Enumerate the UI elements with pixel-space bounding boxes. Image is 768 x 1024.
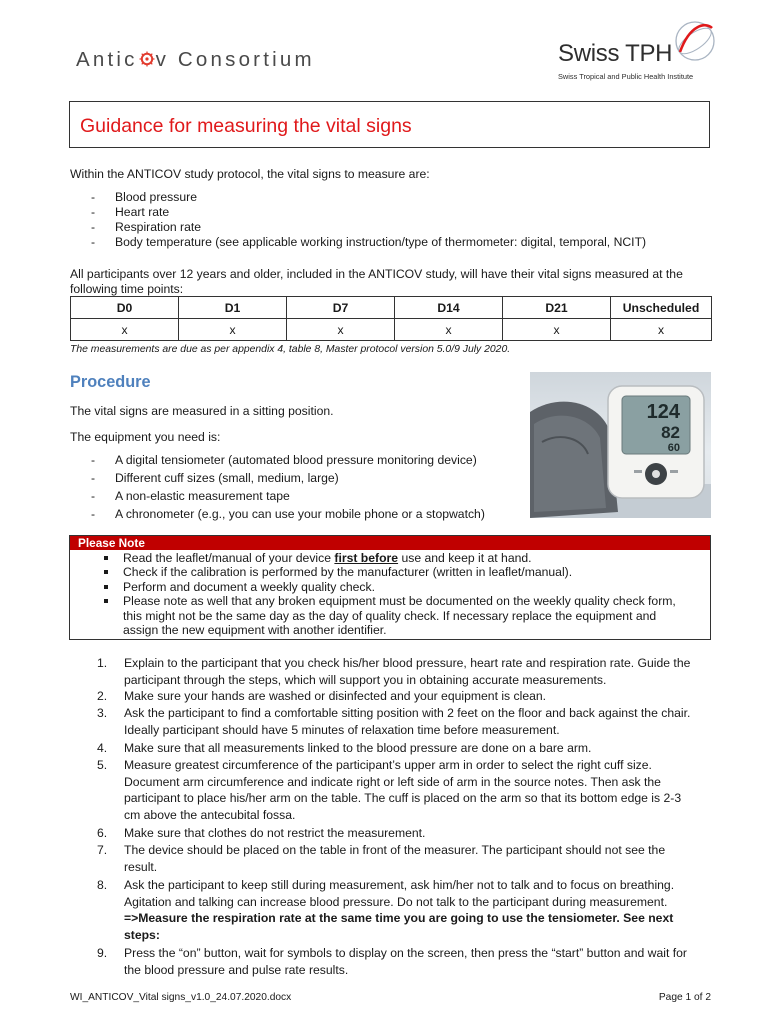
table-cell: x: [71, 319, 179, 341]
title-box: [69, 101, 710, 148]
step-line: Document arm circumference and indicate right or left side of arm in the source notes. Then ask the: [124, 774, 661, 789]
table-cell: x: [179, 319, 287, 341]
participants-text: [70, 267, 683, 297]
note-emphasis: first before: [334, 551, 399, 565]
step-line: Agitation and talking can increase blood pressure. Do not talk to the participant during measurement.: [124, 894, 668, 909]
note-line: assign the new equipment with another identifier.: [123, 623, 387, 638]
step-number: 2.: [97, 689, 108, 703]
table-header-cell: D14: [395, 297, 503, 319]
footer-filename: WI_ANTICOV_Vital signs_v1.0_24.07.2020.docx: [70, 992, 292, 1003]
step-number: 3.: [97, 706, 108, 720]
list-item: - A digital tensiometer (automated blood pressure monitoring device): [90, 453, 485, 468]
step-number: 7.: [97, 843, 108, 857]
step-number: 6.: [97, 826, 108, 840]
step-line-bold: =>Measure the respiration rate at the same time you are going to use the tensiometer. See next: [124, 911, 674, 925]
list-item: [70, 551, 676, 565]
list-item: - Heart rate: [90, 205, 646, 220]
procedure-heading: Procedure: [70, 373, 151, 391]
display-diastolic: 82: [661, 423, 680, 442]
virus-o-icon: [139, 49, 155, 65]
table-cell: x: [503, 319, 611, 341]
logo-text-end: v Consortium: [155, 48, 315, 71]
step-line: Measure greatest circumference of the participant’s upper arm in order to select the right cuff size.: [124, 758, 652, 772]
table-cell: x: [287, 319, 395, 341]
table-cell: x: [611, 319, 712, 341]
step-line: Make sure your hands are washed or disinfected and your equipment is clean.: [124, 689, 547, 703]
please-note-box: [69, 535, 711, 640]
step-number: 8.: [97, 878, 108, 892]
step-line-bold: steps:: [124, 927, 160, 942]
vital-signs-list: [90, 190, 646, 250]
table-note: The measurements are due as per appendix 4, table 8, Master protocol version 5.0/9 July 2020.: [70, 344, 511, 355]
page-title: Guidance for measuring the vital signs: [80, 115, 412, 137]
institute-full-name: Swiss Tropical and Public Health Institute: [558, 72, 694, 81]
table-row: [71, 319, 712, 341]
anticov-consortium-logo: [76, 48, 315, 72]
step-line: participant through the steps, which will support you in obtaining accurate measurements.: [124, 672, 607, 687]
step-number: 9.: [97, 946, 108, 960]
list-item: - Blood pressure: [90, 190, 646, 205]
list-item: - Respiration rate: [90, 220, 646, 235]
note-text: use and keep it at hand.: [398, 551, 532, 565]
step-line: participant to place his/her arm on the table. The cuff is placed on the arm so that its bottom edge is 2-3: [124, 791, 682, 805]
list-item: Check if the calibration is performed by the manufacturer (written in leaflet/manual).: [70, 565, 676, 579]
table-cell: x: [395, 319, 503, 341]
table-header-cell: D21: [503, 297, 611, 319]
swiss-tph-logo: [558, 40, 693, 81]
step-line: Ideally participant should have 5 minutes of relaxation time before measurement.: [124, 722, 560, 737]
step-line: result.: [124, 859, 158, 874]
step-number: 1.: [97, 656, 108, 670]
list-item: - Body temperature (see applicable working instruction/type of thermometer: digital, temporal, NCIT): [90, 235, 646, 250]
table-header-cell: Unscheduled: [611, 297, 712, 319]
step-line: Make sure that clothes do not restrict the measurement.: [124, 826, 426, 840]
sitting-text: The vital signs are measured in a sitting position.: [70, 404, 334, 418]
institute-name: Swiss TPH: [558, 40, 673, 67]
step-line: cm above the antecubital fossa.: [124, 807, 296, 822]
step-line: Ask the participant to find a comfortable sitting position with 2 feet on the floor and back against the chair.: [124, 706, 691, 720]
step-line: Explain to the participant that you check his/her blood pressure, heart rate and respiration rate. Guide the: [124, 656, 691, 670]
please-note-heading: Please Note: [70, 536, 710, 550]
step-number: 5.: [97, 758, 108, 772]
list-item: - A non-elastic measurement tape: [90, 489, 485, 504]
step-line: Make sure that all measurements linked to the blood pressure are done on a bare arm.: [124, 741, 592, 755]
note-text: Read the leaflet/manual of your device: [123, 551, 335, 565]
table-header-cell: D1: [179, 297, 287, 319]
equipment-list: [90, 453, 485, 522]
display-systolic: 124: [646, 401, 680, 423]
step-line: Press the “on” button, wait for symbols to display on the screen, then press the “start” button and wait for: [124, 946, 687, 960]
display-pulse: 60: [667, 442, 680, 454]
list-item: - A chronometer (e.g., you can use your mobile phone or a stopwatch): [90, 507, 485, 522]
note-line: this might not be the same day as the day of quality check. If necessary replace the equipment and: [123, 608, 657, 623]
table-header-row: [71, 297, 712, 319]
footer-page-number: Page 1 of 2: [658, 992, 711, 1003]
step-number: 4.: [97, 741, 108, 755]
text-line: All participants over 12 years and older, included in the ANTICOV study, will have their vital signs measured at the: [70, 267, 683, 281]
please-note-list: [70, 551, 676, 637]
note-line: Please note as well that any broken equipment must be documented on the weekly quality check form,: [123, 594, 676, 609]
list-item: Perform and document a weekly quality check.: [70, 580, 676, 594]
step-line: The device should be placed on the table in front of the measurer. The participant should not see the: [124, 843, 666, 857]
step-line: Ask the participant to keep still during measurement, ask him/her not to talk and to focus on breathing.: [124, 878, 675, 892]
time-points-table: [70, 296, 712, 341]
intro-text: Within the ANTICOV study protocol, the vital signs to measure are:: [70, 167, 430, 181]
list-item: [70, 594, 676, 637]
blood-pressure-monitor-photo: [530, 372, 711, 518]
equipment-intro: The equipment you need is:: [70, 430, 221, 444]
table-header-cell: D0: [71, 297, 179, 319]
step-line: the blood pressure and pulse rate results.: [124, 962, 349, 977]
table-header-cell: D7: [287, 297, 395, 319]
list-item: - Different cuff sizes (small, medium, large): [90, 471, 485, 486]
logo-text-start: Antic: [76, 48, 138, 71]
text-line: following time points:: [70, 282, 184, 296]
